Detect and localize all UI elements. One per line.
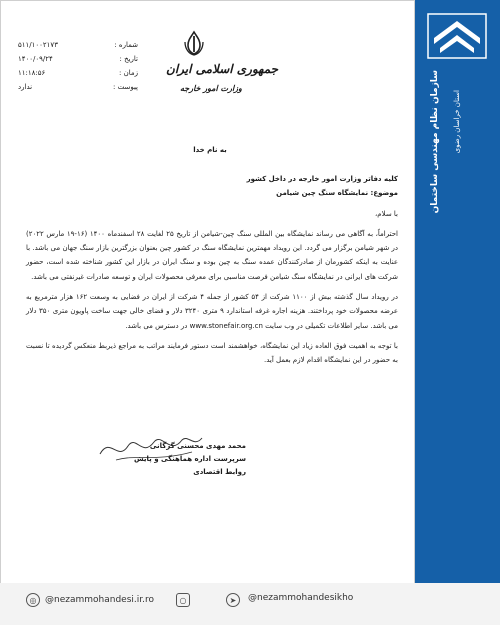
- signer-title: سرپرست اداره هماهنگی و پایش روابط اقتصادی: [134, 455, 246, 476]
- meta-time: [18, 66, 138, 80]
- meta-time-value: ۱۱:۱۸:۵۶: [18, 69, 46, 77]
- subject: موضوع: نمایشگاه سنگ چین شیامن: [276, 189, 398, 198]
- org-name: سازمان نظام مهندسی ساختمان: [430, 70, 440, 214]
- footer-telegram-handle[interactable]: [248, 593, 353, 603]
- paragraph-1: احتراماً، به آگاهی می رساند نمایشگاه بین المللی سنگ چین-شیامن از تاریخ ۲۵ لغایت ۲۸ اسفندماه ۱۴۰۰ (۱۶-۱۹ مارس ۲۰۲۲) در شهر شیامن برگزار می گردد. این رویداد مهمترین نمایشگاه سنگ در کشور چین بعنوان بزرگترین بازار سنگ جهان می باشد. با عنایت به اینکه کشورمان از صادرکنندگان عمده سنگ به چین بوده و سنگ ایران در بازار این کشور شناخته شده است، حضور شرکت های ایرانی در نمایشگاه سنگ شیامن فرصت مناسبی برای معرفی محصولات ایران و توسعه صادرات غیرنفتی می باشد.: [26, 229, 398, 281]
- paragraph-3: با توجه به اهمیت فوق العاده زیاد این نمایشگاه، خواهشمند است دستور فرمایند مراتب به مراجع ذیربط منعکس گردیده تا نسبت به حضور در این نمایشگاه اقدام لازم بعمل آید.: [26, 341, 398, 365]
- meta-number-value: ۵۱۱/۱۰۰۲۱۷۳: [18, 41, 58, 49]
- iran-emblem-icon: [182, 30, 206, 56]
- meta-date-label: تاریخ :: [119, 55, 138, 63]
- meta-date: [18, 52, 138, 66]
- meta-attachment: [18, 80, 138, 94]
- sidebar-banner: [415, 0, 500, 600]
- footer-telegram[interactable]: [226, 593, 240, 607]
- meta-attachment-value: ندارد: [18, 83, 33, 91]
- signer-name: محمد مهدی محسنی گرگانی: [149, 442, 246, 450]
- instagram-icon: ○: [176, 593, 190, 607]
- meta-date-value: ۱۴۰۰/۰۹/۲۴: [18, 55, 53, 63]
- greeting: با سلام،: [375, 209, 398, 218]
- meta-time-label: زمان :: [119, 69, 138, 77]
- footer-web[interactable]: [26, 593, 154, 607]
- ministry-title: وزارت امور خارجه: [180, 84, 242, 93]
- republic-title: جمهوری اسلامی ایران: [166, 62, 279, 76]
- meta-number: [18, 38, 138, 52]
- telegram-icon: ➤: [226, 593, 240, 607]
- footer-instagram[interactable]: [176, 593, 190, 607]
- meta-number-label: شماره :: [114, 41, 138, 49]
- org-province: استان خراسان رضوی: [453, 90, 461, 154]
- footer-web-text: @nezammohandesi.ir.ro: [45, 595, 154, 605]
- recipient: کلیه دفاتر وزارت امور خارجه در داخل کشور: [246, 175, 398, 183]
- footer: [0, 583, 500, 625]
- org-logo-icon: [426, 12, 488, 60]
- letter-body: [26, 172, 398, 374]
- globe-icon: ◎: [26, 593, 40, 607]
- footer-telegram-text: @nezammohandesikho: [248, 593, 354, 603]
- letter-meta: [18, 38, 138, 94]
- basmala: به نام خدا: [193, 146, 227, 154]
- paragraph-2: در رویداد سال گذشته بیش از ۱۱۰۰ شرکت از ۵۴ کشور از جمله ۴ شرکت از ایران در فضایی به وسعت ۱۶۲ هزار مترمربع به عرضه محصولات خود پرداختند. هزینه اجاره غرفه استاندارد ۹ متری ۳۲۴۰ دلار و فضای خالی جهت ساخت پاویون متری ۳۵۰ دلار می باشد. سایر اطلاعات تکمیلی در وب سایت www.stonefair.org.cn در دسترس می باشد.: [26, 293, 399, 330]
- signature-block: [116, 440, 246, 479]
- meta-attachment-label: پیوست :: [113, 83, 138, 91]
